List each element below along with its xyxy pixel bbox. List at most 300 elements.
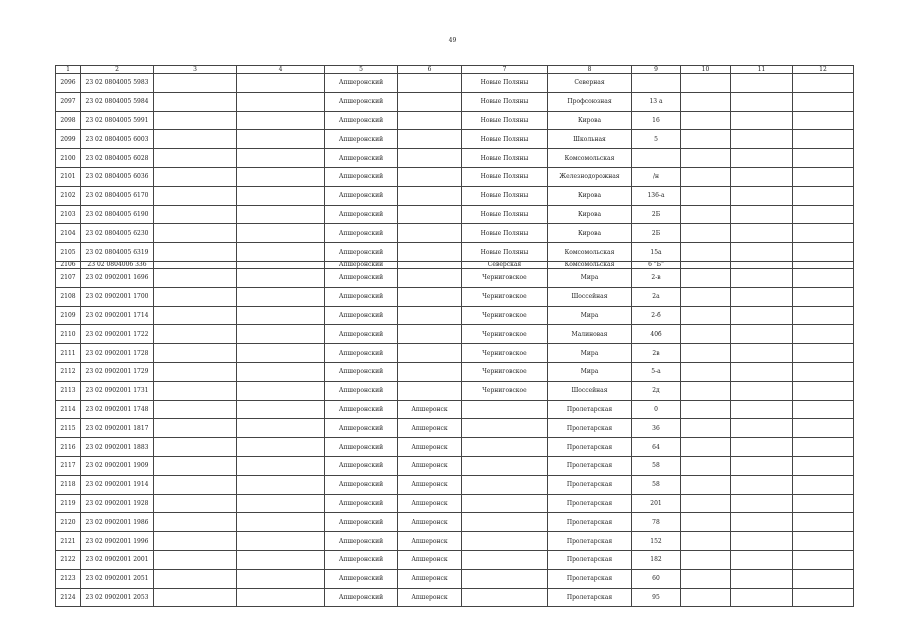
cadastral-number-cell: 23 02 0902001 1731 bbox=[81, 381, 154, 400]
table-row bbox=[56, 111, 854, 130]
table-row bbox=[56, 362, 854, 381]
district-cell: Апшеронский bbox=[325, 149, 398, 168]
district-cell: Апшеронский bbox=[325, 306, 398, 325]
cadastral-number-cell: 23 02 0902001 2001 bbox=[81, 550, 154, 569]
house-cell: 78 bbox=[632, 513, 681, 532]
settlement-cell: Черниговское bbox=[462, 306, 548, 325]
table-row bbox=[56, 205, 854, 224]
row-number-cell: 2110 bbox=[56, 325, 81, 344]
cadastral-number-cell: 23 02 0902001 1729 bbox=[81, 362, 154, 381]
col-12-cell bbox=[793, 550, 854, 569]
col-11-cell bbox=[731, 306, 793, 325]
column-header-10: 10 bbox=[681, 66, 731, 74]
street-cell: Кирова bbox=[548, 111, 632, 130]
col-3-cell bbox=[154, 550, 237, 569]
col-12-cell bbox=[793, 92, 854, 111]
col-12-cell bbox=[793, 344, 854, 363]
street-cell: Шоссейная bbox=[548, 381, 632, 400]
col-11-cell bbox=[731, 186, 793, 205]
district-cell: Апшеронский bbox=[325, 111, 398, 130]
col-12-cell bbox=[793, 149, 854, 168]
col-4-cell bbox=[237, 224, 325, 243]
district-cell: Апшеронский bbox=[325, 167, 398, 186]
settlement-cell: Черниговское bbox=[462, 344, 548, 363]
col-10-cell bbox=[681, 362, 731, 381]
register-table bbox=[55, 65, 854, 607]
row-number-cell: 2105 bbox=[56, 243, 81, 262]
col-4-cell bbox=[237, 344, 325, 363]
row-number-cell: 2104 bbox=[56, 224, 81, 243]
table-row bbox=[56, 243, 854, 262]
cadastral-number-cell: 23 02 0804005 5983 bbox=[81, 74, 154, 93]
cadastral-number-cell: 23 02 0902001 1996 bbox=[81, 532, 154, 551]
cadastral-number-cell: 23 02 0804005 5984 bbox=[81, 92, 154, 111]
city-cell bbox=[398, 381, 462, 400]
col-3-cell bbox=[154, 306, 237, 325]
house-cell: 2а bbox=[632, 287, 681, 306]
col-12-cell bbox=[793, 243, 854, 262]
row-number-cell: 2102 bbox=[56, 186, 81, 205]
col-11-cell bbox=[731, 550, 793, 569]
column-header-1: 1 bbox=[56, 66, 81, 74]
col-3-cell bbox=[154, 381, 237, 400]
table-row bbox=[56, 569, 854, 588]
row-number-cell: 2101 bbox=[56, 167, 81, 186]
settlement-cell: Новые Поляны bbox=[462, 205, 548, 224]
col-4-cell bbox=[237, 261, 325, 268]
cadastral-number-cell: 23 02 0902001 1748 bbox=[81, 400, 154, 419]
district-cell: Апшеронский bbox=[325, 344, 398, 363]
col-4-cell bbox=[237, 186, 325, 205]
col-4-cell bbox=[237, 569, 325, 588]
table-row bbox=[56, 400, 854, 419]
table-row bbox=[56, 287, 854, 306]
row-number-cell: 2108 bbox=[56, 287, 81, 306]
col-4-cell bbox=[237, 532, 325, 551]
house-cell: 2-в bbox=[632, 268, 681, 287]
settlement-cell: Черниговское bbox=[462, 381, 548, 400]
col-11-cell bbox=[731, 111, 793, 130]
col-4-cell bbox=[237, 550, 325, 569]
cadastral-number-cell: 23 02 0902001 1722 bbox=[81, 325, 154, 344]
street-cell: Пролетарская bbox=[548, 588, 632, 607]
col-10-cell bbox=[681, 400, 731, 419]
cadastral-number-cell: 23 02 0902001 1928 bbox=[81, 494, 154, 513]
col-10-cell bbox=[681, 224, 731, 243]
col-12-cell bbox=[793, 325, 854, 344]
col-12-cell bbox=[793, 167, 854, 186]
street-cell: Пролетарская bbox=[548, 513, 632, 532]
col-10-cell bbox=[681, 92, 731, 111]
col-11-cell bbox=[731, 205, 793, 224]
row-number-cell: 2103 bbox=[56, 205, 81, 224]
page-number: 49 bbox=[448, 37, 457, 44]
row-number-cell: 2111 bbox=[56, 344, 81, 363]
col-3-cell bbox=[154, 224, 237, 243]
row-number-cell: 2118 bbox=[56, 475, 81, 494]
col-12-cell bbox=[793, 261, 854, 268]
house-cell: 201 bbox=[632, 494, 681, 513]
col-3-cell bbox=[154, 588, 237, 607]
row-number-cell: 2115 bbox=[56, 419, 81, 438]
house-cell: 2Б bbox=[632, 224, 681, 243]
col-10-cell bbox=[681, 243, 731, 262]
house-cell: 0 bbox=[632, 400, 681, 419]
col-4-cell bbox=[237, 419, 325, 438]
col-4-cell bbox=[237, 362, 325, 381]
cadastral-number-cell: 23 02 0902001 1728 bbox=[81, 344, 154, 363]
col-11-cell bbox=[731, 224, 793, 243]
table-row bbox=[56, 224, 854, 243]
city-cell bbox=[398, 268, 462, 287]
col-3-cell bbox=[154, 205, 237, 224]
street-cell: Мира bbox=[548, 306, 632, 325]
col-3-cell bbox=[154, 569, 237, 588]
settlement-cell: Новые Поляны bbox=[462, 74, 548, 93]
cadastral-number-cell: 23 02 0804005 6190 bbox=[81, 205, 154, 224]
table-row bbox=[56, 325, 854, 344]
street-cell: Пролетарская bbox=[548, 532, 632, 551]
col-11-cell bbox=[731, 381, 793, 400]
col-3-cell bbox=[154, 287, 237, 306]
district-cell: Апшеронский bbox=[325, 381, 398, 400]
street-cell: Школьная bbox=[548, 130, 632, 149]
district-cell: Апшеронский bbox=[325, 419, 398, 438]
house-cell bbox=[632, 149, 681, 168]
street-cell: Пролетарская bbox=[548, 438, 632, 457]
col-10-cell bbox=[681, 287, 731, 306]
street-cell: Комсомольская bbox=[548, 261, 632, 268]
column-header-4: 4 bbox=[237, 66, 325, 74]
col-12-cell bbox=[793, 419, 854, 438]
column-header-9: 9 bbox=[632, 66, 681, 74]
col-11-cell bbox=[731, 419, 793, 438]
city-cell bbox=[398, 74, 462, 93]
header-row bbox=[56, 66, 854, 74]
district-cell: Апшеронский bbox=[325, 362, 398, 381]
col-3-cell bbox=[154, 167, 237, 186]
row-number-cell: 2099 bbox=[56, 130, 81, 149]
col-11-cell bbox=[731, 74, 793, 93]
table-row bbox=[56, 419, 854, 438]
city-cell: Апшеронск bbox=[398, 400, 462, 419]
col-12-cell bbox=[793, 130, 854, 149]
city-cell bbox=[398, 111, 462, 130]
col-3-cell bbox=[154, 532, 237, 551]
col-4-cell bbox=[237, 400, 325, 419]
col-10-cell bbox=[681, 74, 731, 93]
row-number-cell: 2098 bbox=[56, 111, 81, 130]
street-cell: Шоссейная bbox=[548, 287, 632, 306]
house-cell bbox=[632, 74, 681, 93]
col-4-cell bbox=[237, 306, 325, 325]
street-cell: Пролетарская bbox=[548, 475, 632, 494]
col-12-cell bbox=[793, 205, 854, 224]
col-12-cell bbox=[793, 400, 854, 419]
col-10-cell bbox=[681, 456, 731, 475]
col-3-cell bbox=[154, 149, 237, 168]
col-12-cell bbox=[793, 456, 854, 475]
settlement-cell: Новые Поляны bbox=[462, 224, 548, 243]
row-number-cell: 2100 bbox=[56, 149, 81, 168]
house-cell: 13 а bbox=[632, 92, 681, 111]
column-header-6: 6 bbox=[398, 66, 462, 74]
col-11-cell bbox=[731, 287, 793, 306]
table-row bbox=[56, 130, 854, 149]
col-4-cell bbox=[237, 111, 325, 130]
col-3-cell bbox=[154, 494, 237, 513]
district-cell: Апшеронский bbox=[325, 261, 398, 268]
city-cell bbox=[398, 362, 462, 381]
col-4-cell bbox=[237, 588, 325, 607]
district-cell: Апшеронский bbox=[325, 186, 398, 205]
col-4-cell bbox=[237, 92, 325, 111]
settlement-cell: Северская bbox=[462, 261, 548, 268]
house-cell: 2-б bbox=[632, 306, 681, 325]
cadastral-number-cell: 23 02 0902001 1817 bbox=[81, 419, 154, 438]
house-cell: 95 bbox=[632, 588, 681, 607]
cadastral-number-cell: 23 02 0804005 6036 bbox=[81, 167, 154, 186]
col-11-cell bbox=[731, 475, 793, 494]
cadastral-number-cell: 23 02 0902001 1909 bbox=[81, 456, 154, 475]
house-cell: 2д bbox=[632, 381, 681, 400]
col-12-cell bbox=[793, 475, 854, 494]
col-3-cell bbox=[154, 456, 237, 475]
cadastral-number-cell: 23 02 0902001 2051 bbox=[81, 569, 154, 588]
cadastral-number-cell: 23 02 0804005 6230 bbox=[81, 224, 154, 243]
district-cell: Апшеронский bbox=[325, 438, 398, 457]
col-10-cell bbox=[681, 419, 731, 438]
table-row bbox=[56, 74, 854, 93]
table-row bbox=[56, 475, 854, 494]
settlement-cell bbox=[462, 513, 548, 532]
col-10-cell bbox=[681, 588, 731, 607]
col-4-cell bbox=[237, 205, 325, 224]
cadastral-number-cell: 23 02 0804005 6319 bbox=[81, 243, 154, 262]
row-number-cell: 2096 bbox=[56, 74, 81, 93]
col-10-cell bbox=[681, 130, 731, 149]
settlement-cell: Новые Поляны bbox=[462, 243, 548, 262]
col-11-cell bbox=[731, 167, 793, 186]
cadastral-number-cell: 23 02 0902001 1986 bbox=[81, 513, 154, 532]
col-11-cell bbox=[731, 149, 793, 168]
row-number-cell: 2112 bbox=[56, 362, 81, 381]
city-cell bbox=[398, 92, 462, 111]
city-cell bbox=[398, 287, 462, 306]
table-row bbox=[56, 149, 854, 168]
col-3-cell bbox=[154, 243, 237, 262]
city-cell: Апшеронск bbox=[398, 494, 462, 513]
row-number-cell: 2106 bbox=[56, 261, 81, 268]
settlement-cell: Новые Поляны bbox=[462, 130, 548, 149]
col-4-cell bbox=[237, 287, 325, 306]
district-cell: Апшеронский bbox=[325, 532, 398, 551]
col-10-cell bbox=[681, 550, 731, 569]
col-12-cell bbox=[793, 532, 854, 551]
col-4-cell bbox=[237, 456, 325, 475]
district-cell: Апшеронский bbox=[325, 588, 398, 607]
col-4-cell bbox=[237, 475, 325, 494]
street-cell: Пролетарская bbox=[548, 456, 632, 475]
col-10-cell bbox=[681, 205, 731, 224]
cadastral-number-cell: 23 02 0902001 1700 bbox=[81, 287, 154, 306]
col-10-cell bbox=[681, 149, 731, 168]
cadastral-number-cell: 23 02 0804005 5991 bbox=[81, 111, 154, 130]
row-number-cell: 2120 bbox=[56, 513, 81, 532]
district-cell: Апшеронский bbox=[325, 569, 398, 588]
col-11-cell bbox=[731, 456, 793, 475]
table-row bbox=[56, 381, 854, 400]
city-cell: Апшеронск bbox=[398, 419, 462, 438]
col-10-cell bbox=[681, 111, 731, 130]
col-12-cell bbox=[793, 74, 854, 93]
settlement-cell: Новые Поляны bbox=[462, 149, 548, 168]
street-cell: Кирова bbox=[548, 205, 632, 224]
city-cell: Апшеронск bbox=[398, 475, 462, 494]
col-3-cell bbox=[154, 111, 237, 130]
column-header-2: 2 bbox=[81, 66, 154, 74]
col-4-cell bbox=[237, 243, 325, 262]
col-4-cell bbox=[237, 381, 325, 400]
row-number-cell: 2121 bbox=[56, 532, 81, 551]
street-cell: Мира bbox=[548, 268, 632, 287]
col-3-cell bbox=[154, 513, 237, 532]
street-cell: Пролетарская bbox=[548, 569, 632, 588]
street-cell: Комсомольская bbox=[548, 149, 632, 168]
settlement-cell bbox=[462, 475, 548, 494]
row-number-cell: 2113 bbox=[56, 381, 81, 400]
settlement-cell: Новые Поляны bbox=[462, 186, 548, 205]
city-cell: Апшеронск bbox=[398, 588, 462, 607]
settlement-cell bbox=[462, 438, 548, 457]
street-cell: Мира bbox=[548, 344, 632, 363]
city-cell bbox=[398, 243, 462, 262]
col-12-cell bbox=[793, 306, 854, 325]
settlement-cell: Новые Поляны bbox=[462, 167, 548, 186]
row-number-cell: 2109 bbox=[56, 306, 81, 325]
settlement-cell: Новые Поляны bbox=[462, 92, 548, 111]
col-3-cell bbox=[154, 400, 237, 419]
house-cell: 64 bbox=[632, 438, 681, 457]
col-3-cell bbox=[154, 268, 237, 287]
table-row bbox=[56, 438, 854, 457]
house-cell: /н bbox=[632, 167, 681, 186]
row-number-cell: 2097 bbox=[56, 92, 81, 111]
col-3-cell bbox=[154, 419, 237, 438]
col-3-cell bbox=[154, 261, 237, 268]
house-cell: 2Б bbox=[632, 205, 681, 224]
col-11-cell bbox=[731, 569, 793, 588]
street-cell: Пролетарская bbox=[548, 400, 632, 419]
col-12-cell bbox=[793, 186, 854, 205]
cadastral-number-cell: 23 02 0804006 336 bbox=[81, 261, 154, 268]
col-11-cell bbox=[731, 261, 793, 268]
col-3-cell bbox=[154, 344, 237, 363]
col-10-cell bbox=[681, 569, 731, 588]
district-cell: Апшеронский bbox=[325, 268, 398, 287]
street-cell: Пролетарская bbox=[548, 494, 632, 513]
col-4-cell bbox=[237, 149, 325, 168]
cadastral-number-cell: 23 02 0902001 1714 bbox=[81, 306, 154, 325]
table-row bbox=[56, 306, 854, 325]
house-cell: 40б bbox=[632, 325, 681, 344]
cadastral-number-cell: 23 02 0902001 1883 bbox=[81, 438, 154, 457]
house-cell: 6 "Б" bbox=[632, 261, 681, 268]
col-11-cell bbox=[731, 268, 793, 287]
col-3-cell bbox=[154, 475, 237, 494]
row-number-cell: 2119 bbox=[56, 494, 81, 513]
street-cell: Пролетарская bbox=[548, 419, 632, 438]
col-10-cell bbox=[681, 344, 731, 363]
city-cell bbox=[398, 306, 462, 325]
table-body bbox=[56, 74, 854, 607]
col-11-cell bbox=[731, 344, 793, 363]
table-row bbox=[56, 494, 854, 513]
city-cell: Апшеронск bbox=[398, 513, 462, 532]
cadastral-number-cell: 23 02 0902001 2053 bbox=[81, 588, 154, 607]
col-12-cell bbox=[793, 268, 854, 287]
settlement-cell: Новые Поляны bbox=[462, 111, 548, 130]
col-4-cell bbox=[237, 325, 325, 344]
col-12-cell bbox=[793, 111, 854, 130]
settlement-cell: Черниговское bbox=[462, 268, 548, 287]
row-number-cell: 2123 bbox=[56, 569, 81, 588]
col-10-cell bbox=[681, 438, 731, 457]
col-4-cell bbox=[237, 130, 325, 149]
city-cell bbox=[398, 325, 462, 344]
city-cell bbox=[398, 344, 462, 363]
row-number-cell: 2122 bbox=[56, 550, 81, 569]
col-10-cell bbox=[681, 325, 731, 344]
settlement-cell: Черниговское bbox=[462, 325, 548, 344]
col-11-cell bbox=[731, 325, 793, 344]
city-cell bbox=[398, 261, 462, 268]
table-row bbox=[56, 513, 854, 532]
settlement-cell: Черниговское bbox=[462, 287, 548, 306]
cadastral-number-cell: 23 02 0902001 1696 bbox=[81, 268, 154, 287]
col-10-cell bbox=[681, 494, 731, 513]
col-11-cell bbox=[731, 513, 793, 532]
street-cell: Кирова bbox=[548, 186, 632, 205]
street-cell: Мира bbox=[548, 362, 632, 381]
col-11-cell bbox=[731, 130, 793, 149]
col-12-cell bbox=[793, 381, 854, 400]
col-11-cell bbox=[731, 243, 793, 262]
district-cell: Апшеронский bbox=[325, 74, 398, 93]
column-header-8: 8 bbox=[548, 66, 632, 74]
district-cell: Апшеронский bbox=[325, 224, 398, 243]
cadastral-number-cell: 23 02 0902001 1914 bbox=[81, 475, 154, 494]
col-11-cell bbox=[731, 494, 793, 513]
street-cell: Профсоюзная bbox=[548, 92, 632, 111]
city-cell: Апшеронск bbox=[398, 569, 462, 588]
col-10-cell bbox=[681, 261, 731, 268]
district-cell: Апшеронский bbox=[325, 513, 398, 532]
col-11-cell bbox=[731, 438, 793, 457]
col-12-cell bbox=[793, 569, 854, 588]
street-cell: Северная bbox=[548, 74, 632, 93]
column-header-12: 12 bbox=[793, 66, 854, 74]
house-cell: 5-а bbox=[632, 362, 681, 381]
cadastral-number-cell: 23 02 0804005 6028 bbox=[81, 149, 154, 168]
column-header-7: 7 bbox=[462, 66, 548, 74]
settlement-cell bbox=[462, 532, 548, 551]
city-cell bbox=[398, 167, 462, 186]
col-10-cell bbox=[681, 475, 731, 494]
col-12-cell bbox=[793, 588, 854, 607]
district-cell: Апшеронский bbox=[325, 92, 398, 111]
settlement-cell bbox=[462, 569, 548, 588]
